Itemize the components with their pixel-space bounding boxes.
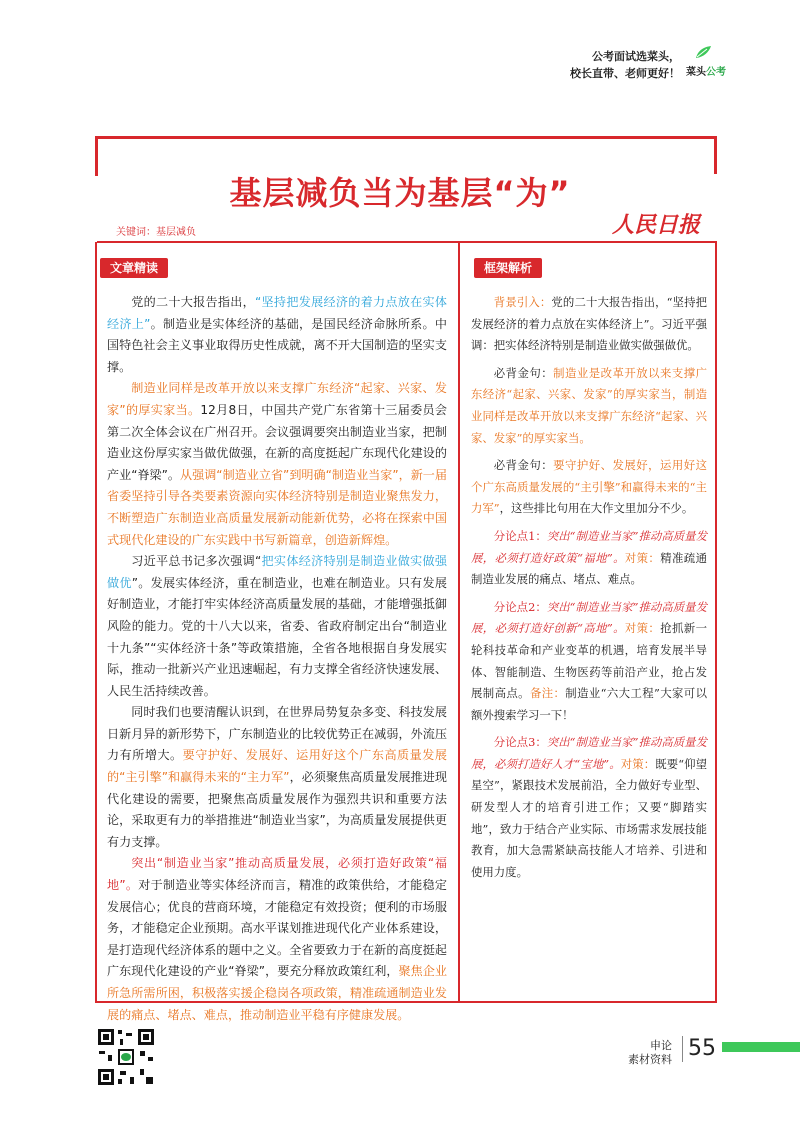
text-run: ”。发展实体经济，重在制造业，也难在制造业。只有发展好制造业，才能打牢实体经济高质量发展的基础，才能增强抵御风险的能力。党的十八大以来，省委、省政府制定出台“制造业十九条”“实体经济十条”等政策措施，全省各地根据自身发展实际，推动一批新兴产业迅速崛起，有力支撑全省经济快速发展、人民生活持续改善。 bbox=[107, 575, 447, 698]
frame-top-border bbox=[95, 136, 717, 139]
analysis-paragraph bbox=[471, 363, 707, 449]
highlight-run: 聚焦企业所急所需所困，积极落实援企稳岗各项政策，精准疏通制造业发展的痛点、堵点、难点，推动制造业平稳有序健康发展。 bbox=[107, 964, 447, 1022]
slogan-line-2: 校长直带、老师更好！ bbox=[570, 67, 680, 80]
text-run: 党的二十大报告指出，“坚持把发展经济的着力点放在实体经济上”。习近平强调：把实体经济特别是制造业做实做强做优。 bbox=[471, 295, 707, 353]
text-run: 党的二十大报告指出， bbox=[131, 295, 255, 309]
footer-line-2: 素材资料 bbox=[628, 1053, 672, 1066]
article-body bbox=[107, 292, 447, 1026]
brand-name-part2: 公考 bbox=[706, 67, 726, 78]
analysis-paragraph bbox=[471, 526, 707, 591]
page-title: 基层减负当为基层“为” bbox=[229, 174, 571, 212]
page-number: 55 bbox=[688, 1036, 716, 1061]
highlight-run: 要守护好、发展好，运用好这个广东高质量发展的“主引擎”和赢得未来的“主力军” bbox=[471, 458, 707, 516]
section-label-analysis: 框架解析 bbox=[474, 258, 542, 278]
text-run: ，必须聚焦高质量发展推进现代化建设的需要，把聚焦高质量发展作为强烈共识和重要方法论，采取更有力的举措推进“制造业当家”，为高质量发展提供更有力支撑。 bbox=[107, 770, 447, 849]
analysis-paragraph bbox=[471, 292, 707, 357]
analysis-paragraph bbox=[471, 597, 707, 727]
article-paragraph bbox=[107, 378, 447, 551]
footer-divider bbox=[682, 1036, 683, 1062]
label-run: 背景引入： bbox=[493, 295, 552, 309]
label-run: 必背金句： bbox=[493, 365, 554, 380]
article-paragraph bbox=[107, 853, 447, 1026]
label-run: 必背金句： bbox=[493, 458, 554, 473]
text-run: 制造业“六大工程”大家可以额外搜索学习一下！ bbox=[471, 686, 707, 722]
header-slogan bbox=[570, 48, 680, 82]
text-run: 12月8日，中国共产党广东省第十三届委员会第二次全体会议在广州召开。会议强调要突出制造业当家，把制造业这份厚实家当做优做强，在新的高度挺起广东现代化建设的产业“脊梁”。 bbox=[107, 402, 448, 482]
qr-code-icon bbox=[96, 1027, 156, 1087]
footer-caption bbox=[628, 1039, 672, 1067]
highlight-run: 从强调“制造业立省”到明确“制造业当家”，新一届省委坚持引导各类要素资源向实体经济特别是制造业聚焦发力，不断塑造广东制造业高质量发展新动能新优势，必将在探索中国式现代化建设的广东实践中书写新篇章，创造新辉煌。 bbox=[107, 467, 448, 547]
highlight-run: “坚持把发展经济的着力点放在实体经济上” bbox=[107, 295, 447, 331]
section-label-reading: 文章精读 bbox=[100, 258, 168, 278]
footer-green-bar bbox=[722, 1042, 800, 1052]
source-logo: 人民日报 bbox=[612, 212, 701, 238]
highlight-run: 突出“制造业当家”推动高质量发展，必须打造好创新“高地”。 bbox=[471, 599, 707, 636]
brand-logo bbox=[686, 45, 766, 78]
text-run: 。制造业是实体经济的基础，是国民经济命脉所系。中国特色社会主义事业取得历史性成就，离不开大国制造的坚实支撑。 bbox=[107, 316, 447, 374]
label-run: 分论点1： bbox=[493, 528, 547, 543]
text-run: 抢抓新一轮科技革命和产业变革的机遇，培育发展半导体、智能制造、生物医药等前沿产业，抢占发展制高点。 bbox=[471, 621, 707, 701]
highlight-run: 突出“制造业当家”推动高质量发展，必须打造好人才“宝地”。 bbox=[471, 735, 707, 771]
highlight-run: 把实体经济特别是制造业做实做强做优 bbox=[107, 554, 447, 590]
highlight-run: 突出“制造业当家”推动高质量发展，必须打造好政策“福地”。 bbox=[107, 856, 447, 893]
article-paragraph bbox=[107, 702, 447, 853]
highlight-run: 突出“制造业当家”推动高质量发展，必须打造好政策“福地”。 bbox=[471, 528, 707, 565]
analysis-body bbox=[471, 292, 707, 883]
label-run: 对策： bbox=[624, 621, 661, 636]
keyword-line: 关键词：基层减负 bbox=[116, 227, 196, 238]
text-run: 同时我们也要清醒认识到，在世界局势复杂多变、科技发展日新月异的新形势下，广东制造业的比较优势正在减弱，外流压力有所增大。 bbox=[107, 705, 447, 763]
analysis-paragraph bbox=[471, 732, 707, 883]
leaf-icon bbox=[694, 45, 712, 59]
article-paragraph bbox=[107, 292, 447, 378]
text-run: 精准疏通制造业发展的痛点、堵点、难点。 bbox=[471, 550, 707, 587]
article-paragraph bbox=[107, 551, 447, 702]
text-run: 习近平总书记多次强调“ bbox=[131, 554, 262, 569]
highlight-run: 制造业同样是改革开放以来支撑广东经济“起家、兴家、发家”的厚实家当。 bbox=[107, 381, 447, 417]
label-run: 分论点3： bbox=[493, 735, 547, 750]
highlight-run: 要守护好、发展好、运用好这个广东高质量发展的“主引擎”和赢得未来的“主力军” bbox=[107, 748, 447, 785]
label-run: 对策： bbox=[620, 756, 656, 771]
label-run: 分论点2： bbox=[493, 599, 547, 614]
label-run: 备注： bbox=[529, 686, 566, 701]
brand-name bbox=[686, 63, 726, 78]
label-run: 对策： bbox=[624, 550, 661, 565]
brand-name-part1: 菜头 bbox=[686, 67, 706, 78]
text-run: ，这些排比句用在大作文里加分不少。 bbox=[499, 501, 694, 516]
footer-line-1: 申论 bbox=[650, 1039, 672, 1052]
slogan-line-1: 公考面试选菜头， bbox=[592, 50, 680, 63]
text-run: 对于制造业等实体经济而言，精准的政策供给，才能稳定发展信心；优良的营商环境，才能稳定有效投资；便利的市场服务，才能稳定企业预期。高水平谋划推进现代化产业体系建设，是打造现代经济体系的题中之义。全省要致力于在新的高度挺起广东现代化建设的产业“脊梁”，要充分释放政策红利， bbox=[107, 878, 447, 979]
highlight-run: 制造业是改革开放以来支撑广东经济“起家、兴家、发家”的厚实家当，制造业同样是改革开放以来支撑广东经济“起家、兴家、发家”的厚实家当。 bbox=[471, 365, 707, 445]
text-run: 既要“仰望星空”，紧跟技术发展前沿，全力做好专业型、研发型人才的培育引进工作；又要“脚踏实地”，致力于结合产业实际、市场需求发展技能教育，加大急需紧缺高技能人才培养、引进和使用力度。 bbox=[471, 756, 708, 879]
analysis-paragraph bbox=[471, 455, 707, 520]
